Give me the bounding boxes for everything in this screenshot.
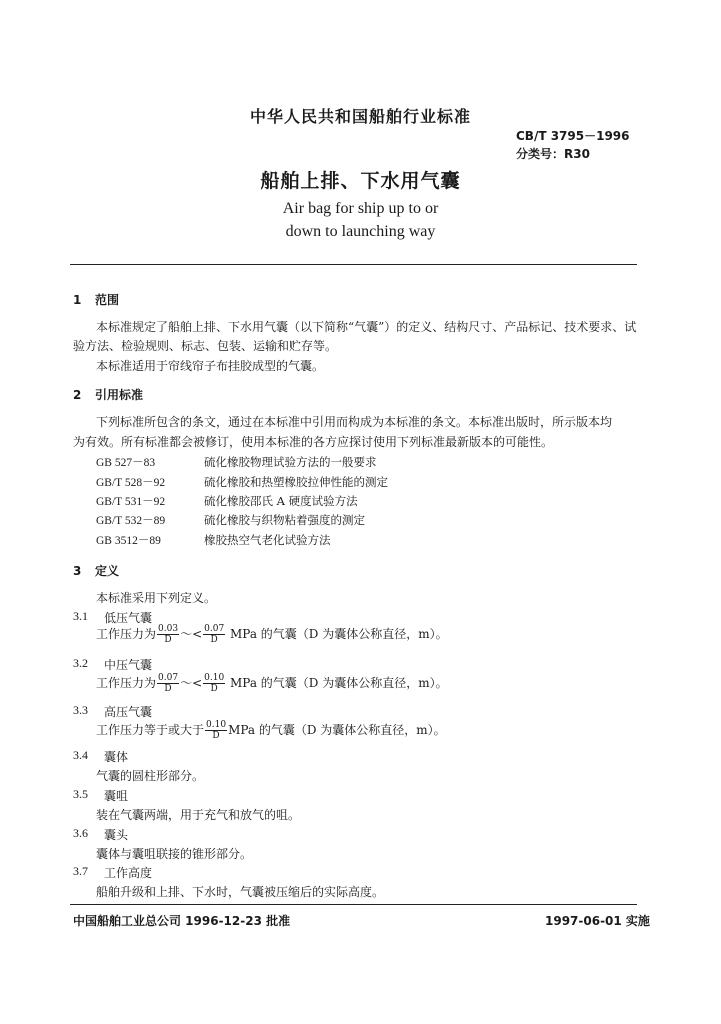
clause-title: 中压气囊 [104, 658, 153, 672]
section-title: 定义 [95, 564, 120, 578]
reference-title: 硫化橡胶物理试验方法的一般要求 [204, 455, 377, 469]
reference-title: 硫化橡胶和热塑橡胶拉伸性能的测定 [204, 475, 388, 489]
clause-definition [96, 624, 448, 645]
section-title: 范围 [95, 293, 120, 307]
section-2-paragraph-line1: 下列标准所包含的条文，通过在本标准中引用而构成为本标准的条文。本标准出版时，所示版本均 [96, 415, 613, 429]
fraction-numerator: 0.03 [158, 624, 179, 634]
definition-text: 工作压力为 [96, 627, 157, 641]
clause-number: 3.5 [73, 787, 88, 801]
section-1-heading [73, 291, 119, 308]
reference-title: 硫化橡胶与织物粘着强度的测定 [204, 513, 365, 527]
clause-title: 高压气囊 [104, 705, 153, 719]
reference-title: 硫化橡胶邵氏 A 硬度试验方法 [204, 494, 358, 508]
section-number: 1 [73, 293, 82, 307]
clause-title: 囊头 [104, 828, 129, 842]
reference-code: GB/T 531－92 [96, 496, 166, 508]
definition-text: ～< [180, 627, 203, 641]
clause-definition: 气囊的圆柱形部分。 [96, 769, 205, 783]
pressure-fraction [203, 624, 225, 645]
standard-code: CB/T 3795－1996 [516, 129, 630, 143]
reference-title: 橡胶热空气老化试验方法 [204, 533, 331, 547]
section-title: 引用标准 [95, 388, 144, 402]
clause-number: 3.6 [73, 826, 88, 840]
section-number: 3 [73, 564, 82, 578]
section-1-paragraph-2: 本标准适用于帘线帘子布挂胶成型的气囊。 [96, 359, 325, 373]
definition-text: MPa 的气囊（D 为囊体公称直径，m）。 [228, 723, 446, 737]
clause-definition: 船舶升级和上排、下水时，气囊被压缩后的实际高度。 [96, 885, 385, 899]
fraction-denominator: D [210, 684, 218, 694]
footer-divider [70, 904, 637, 905]
pressure-fraction [205, 720, 227, 741]
document-title-en-line1: Air bag for ship up to or [282, 200, 439, 217]
pressure-fraction [157, 673, 179, 694]
pressure-fraction [203, 673, 225, 694]
pressure-fraction [157, 624, 179, 645]
clause-definition: 装在气囊两端，用于充气和放气的咀。 [96, 808, 301, 822]
fraction-numerator: 0.10 [206, 720, 227, 730]
clause-definition [96, 720, 446, 741]
section-2-heading [73, 386, 143, 403]
definition-text: MPa 的气囊（D 为囊体公称直径，m）。 [230, 627, 448, 641]
reference-code: GB/T 528－92 [96, 477, 166, 489]
definition-text: MPa 的气囊（D 为囊体公称直径，m）。 [230, 676, 448, 690]
clause-number: 3.4 [73, 748, 88, 762]
section-1-paragraph-line1: 本标准规定了船舶上排、下水用气囊（以下简称“气囊”）的定义、结构尺寸、产品标记、技术要求、试 [96, 320, 637, 334]
clause-title: 囊咀 [104, 789, 129, 803]
reference-code: GB 527－83 [96, 457, 156, 469]
section-2-paragraph-line2: 为有效。所有标准都会被修订，使用本标准的各方应探讨使用下列标准最新版本的可能性。 [73, 435, 554, 449]
reference-code: GB 3512－89 [96, 535, 161, 547]
section-3-heading [73, 562, 119, 579]
fraction-denominator: D [164, 635, 172, 645]
standard-body-title: 中华人民共和国船舶行业标准 [249, 107, 471, 126]
classification-number: 分类号：R30 [516, 147, 590, 161]
clause-title: 囊体 [104, 750, 129, 764]
definition-text: 工作压力为 [96, 676, 157, 690]
fraction-numerator: 0.07 [158, 673, 179, 683]
definition-text: 工作压力等于或大于 [96, 723, 205, 737]
fraction-denominator: D [164, 684, 172, 694]
section-number: 2 [73, 388, 82, 402]
approval-statement: 中国船舶工业总公司 1996-12-23 批准 [73, 914, 291, 928]
clause-number: 3.2 [73, 656, 88, 670]
clause-title: 工作高度 [104, 866, 153, 880]
clause-definition: 囊体与囊咀联接的锥形部分。 [96, 847, 253, 861]
section-3-intro: 本标准采用下列定义。 [96, 591, 217, 605]
document-title-cn: 船舶上排、下水用气囊 [260, 170, 461, 192]
fraction-denominator: D [210, 635, 218, 645]
implementation-date: 1997-06-01 实施 [545, 914, 650, 928]
fraction-denominator: D [212, 731, 220, 741]
clause-number: 3.1 [73, 609, 88, 623]
fraction-numerator: 0.07 [204, 624, 225, 634]
fraction-numerator: 0.10 [204, 673, 225, 683]
header-divider [70, 264, 637, 265]
clause-number: 3.3 [73, 703, 88, 717]
document-title-en-line2: down to launching way [285, 223, 436, 240]
section-1-paragraph-line2: 验方法、检验规则、标志、包装、运输和贮存等。 [73, 339, 338, 353]
reference-code: GB/T 532－89 [96, 515, 166, 527]
clause-number: 3.7 [73, 864, 88, 878]
clause-title: 低压气囊 [104, 611, 153, 625]
clause-definition [96, 673, 448, 694]
definition-text: ～< [180, 676, 203, 690]
